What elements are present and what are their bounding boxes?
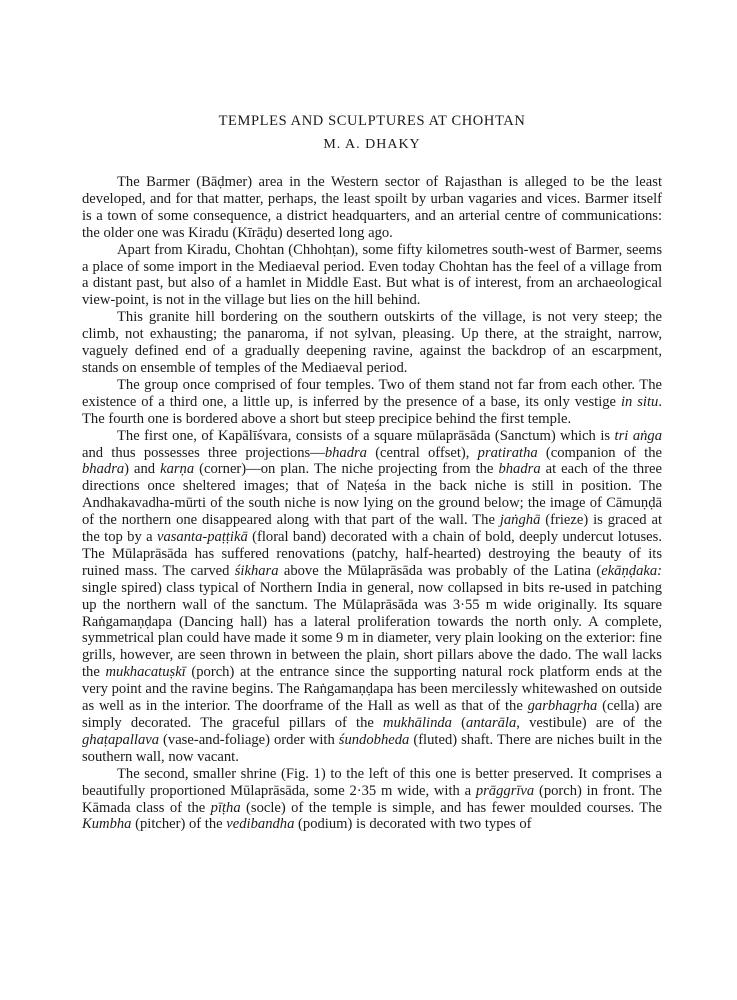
journal-page xyxy=(82,113,662,833)
italic-term: śundobheda xyxy=(338,731,410,748)
paragraph-kapalisvara-temple xyxy=(82,428,662,766)
article-body xyxy=(82,174,662,833)
text-run: , vestibule) are of the xyxy=(516,715,663,731)
paragraph-chohtan-location xyxy=(82,242,662,310)
italic-term: bhadra xyxy=(498,461,541,478)
text-run: (porch) in front. The Kāmada class of the xyxy=(82,782,662,816)
text-run: above the Mūlaprāsāda was probably of the Latina ( xyxy=(278,562,602,579)
italic-term: in situ xyxy=(620,393,659,410)
article-author: M. A. DHAKY xyxy=(323,137,421,152)
italic-term: ekāṇḍaka: xyxy=(601,562,662,579)
text-run: (fluted) shaft. There are niches built in the southern wall, now vacant. xyxy=(82,731,662,765)
italic-term: bhadra xyxy=(82,461,125,478)
italic-term: śikhara xyxy=(234,562,279,579)
text-run: Apart from Kiradu, Chohtan (Chhohṭan), some fifty kilometres south-west of Barmer, seems a place of some import in the Mediaeval period. Even today Chohtan has the feel of a village from a distant past, but also of a hamlet in Middle East. But what is of interest, from an archaeological view-point, is not in the village but lies on the hill behind. xyxy=(82,241,662,309)
italic-term: jaṅghā xyxy=(499,512,541,529)
text-run: (frieze) is graced at the top by a xyxy=(82,512,662,546)
italic-term: mukhālinda xyxy=(383,715,452,731)
paragraph-second-shrine xyxy=(82,766,662,834)
italic-term: pīṭha xyxy=(210,799,241,816)
text-run: (floral band) decorated with a chain of bold, deeply undercut lotuses. The Mūlaprāsāda has suffered renovations (patchy, half-hearted) destroying the beauty of its ruined mass. The carved xyxy=(82,529,662,579)
italic-term: Kumbha xyxy=(82,816,132,833)
italic-term: karṇa xyxy=(160,461,195,478)
italic-term: bhadra xyxy=(324,444,367,461)
text-run: (socle) of the temple is simple, and has fewer moulded courses. The xyxy=(240,799,662,816)
text-run: (cella) are simply decorated. The graceful pillars of the xyxy=(82,698,662,731)
text-run: (corner)—on plan. The niche projecting from the xyxy=(194,461,499,478)
text-run: at each of the three directions once sheltered images; that of Naṭeśa in the back niche is still in position. The Andhakavadha-mūrti of the south niche is now lying on the ground below; the image of Cāmuṇḍā of the northern one disappeared along with that part of the wall. The xyxy=(82,461,663,529)
text-run: (pitcher) of the xyxy=(131,816,227,833)
text-run: The first one, of Kapālīśvara, consists of a square mūlaprāsāda (Sanctum) which is xyxy=(117,427,615,444)
text-run: The Barmer (Bāḍmer) area in the Western sector of Rajasthan is alleged to be the least developed, and for that matter, perhaps, the least spoilt by urban vagaries and vices. Barmer itself is a town of some consequence, a district headquarters, and an arterial centre of communications: the older one was Kiradu (Kīrāḍu) deserted long ago. xyxy=(82,174,662,241)
paragraph-intro-barmer xyxy=(82,174,662,242)
text-run: and thus possesses three projections— xyxy=(82,444,325,461)
text-run: ) and xyxy=(124,461,161,478)
paragraph-granite-hill xyxy=(82,309,662,377)
text-run: . The fourth one is bordered above a short but steep precipice behind the first temple. xyxy=(82,393,662,427)
italic-term: vasanta-paṭṭikā xyxy=(156,529,248,546)
italic-term: antarāla xyxy=(466,715,517,731)
italic-term: mukhacatuṣkī xyxy=(105,664,186,681)
text-run: This granite hill bordering on the southern outskirts of the village, is not very steep; the climb, not exhausting; the panaroma, if not sylvan, pleasing. Up there, at the straight, narrow, vaguely defined end of a gradually deepening ravine, against the backdrop of an escarpment, stands on ensemble of temples of the Mediaeval period. xyxy=(82,309,662,376)
article-title: TEMPLES AND SCULPTURES AT CHOHTAN xyxy=(218,113,526,129)
text-run: (porch) at the entrance since the supporting natural rock platform ends at the very point and the ravine begins. The Raṅgamaṇḍapa has been mercilessly whitewashed on outside as well as in the interior. The doorframe of the Hall as well as that of the xyxy=(82,664,662,715)
text-run: The group once comprised of four temples. Two of them stand not far from each other. The existence of a third one, a little up, is inferred by the presence of a base, its only vestige xyxy=(82,376,662,410)
paragraph-temple-group xyxy=(82,377,662,428)
text-run: ( xyxy=(451,715,467,731)
text-run: (podium) is decorated with two types of xyxy=(294,816,532,833)
italic-term: prāggrīva xyxy=(475,782,535,799)
italic-term: garbhagṛha xyxy=(527,698,598,715)
text-run: (companion of the xyxy=(537,444,663,461)
text-run: (central offset), xyxy=(366,444,478,461)
text-run: single spired) class typical of Northern India in general, now collapsed in bits re-used in patching up the northern wall of the sanctum. The Mūlaprāsāda was 3·55 m wide originally. Its square Raṅgamaṇḍapa (Dancing hall) has a lateral proliferation towards the north only. A complete, symmetrical plan could have made it some 9 m in diameter, very plain looking on the exterior: fine grills, however, are seen thrown in between the plain, short pillars above the dado. The wall lacks the xyxy=(82,579,662,681)
text-run: (vase-and-foliage) order with xyxy=(159,731,339,748)
italic-term: ghaṭapallava xyxy=(82,731,160,748)
text-run: The second, smaller shrine (Fig. 1) to the left of this one is better preserved. It comprises a beautifully proportioned Mūlaprāsāda, some 2·35 m wide, with a xyxy=(82,765,662,799)
italic-term: pratiratha xyxy=(477,444,538,461)
italic-term: vedibandha xyxy=(226,816,295,833)
italic-term: tri aṅga xyxy=(614,427,663,444)
